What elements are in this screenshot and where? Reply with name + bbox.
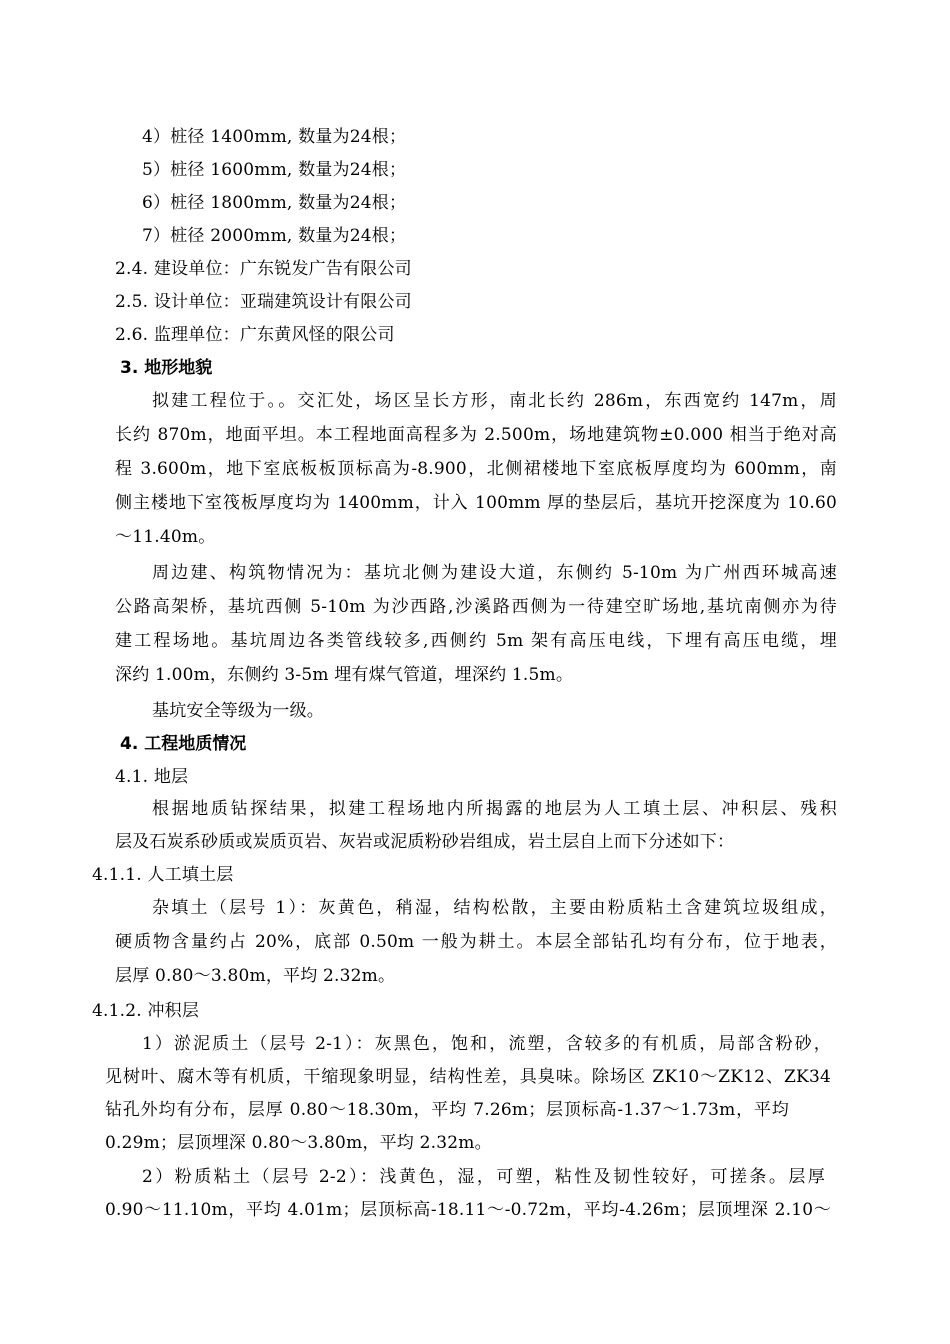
paragraph-line: 0.90～11.10m，平均 4.01m；层顶标高-18.11～-0.72m，平均-4.26m；层顶埋深 2.10～ bbox=[105, 1200, 831, 1220]
construction-unit: 2.4. 建设单位：广东锐发广告有限公司 bbox=[115, 259, 412, 279]
section-4-heading: 4. 工程地质情况 bbox=[120, 734, 247, 754]
paragraph-line: 长约 870m，地面平坦。本工程地面高程多为 2.500m，场地建筑物±0.000 相当于绝对高 bbox=[115, 425, 837, 445]
paragraph-line: 杂填土（层号 1）：灰黄色，稍湿，结构松散，主要由粉质粘土含建筑垃圾组成， bbox=[152, 898, 837, 918]
subsection-heading: 4.1. 地层 bbox=[115, 767, 189, 787]
subsection-heading: 4.1.2. 冲积层 bbox=[92, 1001, 200, 1021]
pile-item: 7）桩径 2000mm, 数量为24根； bbox=[142, 226, 407, 246]
paragraph-line: 层厚 0.80～3.80m，平均 2.32m。 bbox=[115, 966, 396, 986]
paragraph-line: 公路高架桥，基坑西侧 5-10m 为沙西路,沙溪路西侧为一待建空旷场地,基坑南侧亦为待 bbox=[115, 597, 837, 617]
paragraph-line: 拟建工程位于。。交汇处，场区呈长方形，南北长约 286m，东西宽约 147m，周 bbox=[152, 391, 837, 411]
supervision-unit: 2.6. 监理单位：广东黄风怪的限公司 bbox=[115, 325, 395, 345]
paragraph-line: 层及石炭系砂质或炭质页岩、灰岩或泥质粉砂岩组成，岩土层自上而下分述如下： bbox=[115, 832, 735, 852]
pile-item: 6）桩径 1800mm, 数量为24根； bbox=[142, 193, 407, 213]
pile-item: 4）桩径 1400mm, 数量为24根； bbox=[142, 127, 407, 147]
paragraph-line: ～11.40m。 bbox=[115, 527, 216, 547]
paragraph-line: 2）粉质粘土（层号 2-2）：浅黄色，湿，可塑，粘性及韧性较好，可搓条。层厚 bbox=[142, 1167, 825, 1187]
section-3-heading: 3. 地形地貌 bbox=[120, 358, 213, 378]
paragraph-line: 侧主楼地下室筏板厚度均为 1400mm，计入 100mm 厚的垫层后，基坑开挖深度为 10.60 bbox=[115, 493, 837, 513]
paragraph-line: 1）淤泥质土（层号 2-1）：灰黑色，饱和，流塑，含较多的有机质，局部含粉砂， bbox=[142, 1034, 831, 1054]
paragraph-line: 基坑安全等级为一级。 bbox=[152, 701, 324, 721]
paragraph-line: 建工程场地。基坑周边各类管线较多,西侧约 5m 架有高压电线，下埋有高压电缆，埋 bbox=[115, 631, 837, 651]
design-unit: 2.5. 设计单位：亚瑞建筑设计有限公司 bbox=[115, 292, 412, 312]
paragraph-line: 根据地质钻探结果，拟建工程场地内所揭露的地层为人工填土层、冲积层、残积 bbox=[152, 799, 837, 819]
subsection-heading: 4.1.1. 人工填土层 bbox=[92, 865, 234, 885]
pile-item: 5）桩径 1600mm, 数量为24根； bbox=[142, 160, 407, 180]
paragraph-line: 程 3.600m，地下室底板板顶标高为-8.900，北侧裙楼地下室底板厚度均为 600mm，南 bbox=[115, 459, 837, 479]
paragraph-line: 0.29m；层顶埋深 0.80～3.80m，平均 2.32m。 bbox=[105, 1133, 492, 1153]
paragraph-line: 深约 1.00m，东侧约 3-5m 埋有煤气管道，埋深约 1.5m。 bbox=[115, 665, 574, 685]
paragraph-line: 硬质物含量约占 20%，底部 0.50m 一般为耕土。本层全部钻孔均有分布，位于地表， bbox=[115, 932, 837, 952]
paragraph-line: 见树叶、腐木等有机质，干缩现象明显，结构性差，具臭味。除场区 ZK10～ZK12、ZK34 bbox=[105, 1067, 831, 1087]
paragraph-line: 周边建、构筑物情况为：基坑北侧为建设大道，东侧约 5-10m 为广州西环城高速 bbox=[152, 563, 837, 583]
paragraph-line: 钻孔外均有分布，层厚 0.80～18.30m，平均 7.26m；层顶标高-1.37～1.73m，平均 bbox=[105, 1100, 789, 1120]
